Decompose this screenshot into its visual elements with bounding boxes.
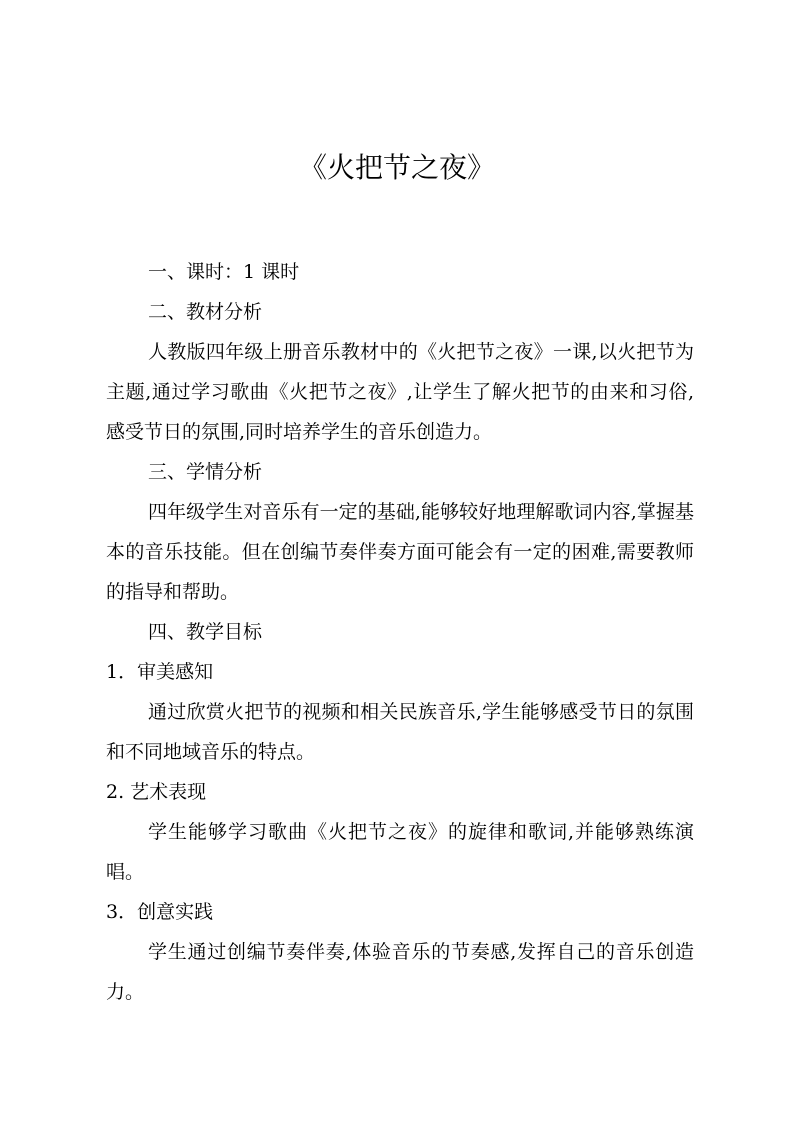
goal-2-text: 学生能够学习歌曲《火把节之夜》的旋律和歌词,并能够熟练演唱。 (106, 821, 694, 883)
document-body (106, 252, 694, 1012)
heading-teaching-goals: 四、教学目标 (148, 621, 263, 643)
paragraph-student-analysis: 四年级学生对音乐有一定的基础,能够较好地理解歌词内容,掌握基本的音乐技能。但在创编节奏伴奏方面可能会有一定的困难,需要教师的指导和帮助。 (106, 501, 694, 603)
goal-3-title: 3．创意实践 (106, 901, 214, 923)
goal-3-text: 学生通过创编节奏伴奏,体验音乐的节奏感,发挥自己的音乐创造力。 (106, 941, 694, 1003)
goal-1-title: 1．审美感知 (106, 661, 214, 683)
heading-textbook-analysis: 二、教材分析 (148, 301, 263, 323)
paragraph-textbook-analysis: 人教版四年级上册音乐教材中的《火把节之夜》一课,以火把节为主题,通过学习歌曲《火把节之夜》,让学生了解火把节的由来和习俗,感受节日的氛围,同时培养学生的音乐创造力。 (106, 341, 694, 443)
goal-2-title: 2. 艺术表现 (106, 781, 207, 803)
heading-student-analysis: 三、学情分析 (148, 461, 263, 483)
goal-1-text: 通过欣赏火把节的视频和相关民族音乐,学生能够感受节日的氛围和不同地域音乐的特点。 (106, 701, 694, 763)
document-title: 《火把节之夜》 (298, 151, 495, 184)
section-lesson-hours: 一、课时：1 课时 (148, 261, 300, 283)
